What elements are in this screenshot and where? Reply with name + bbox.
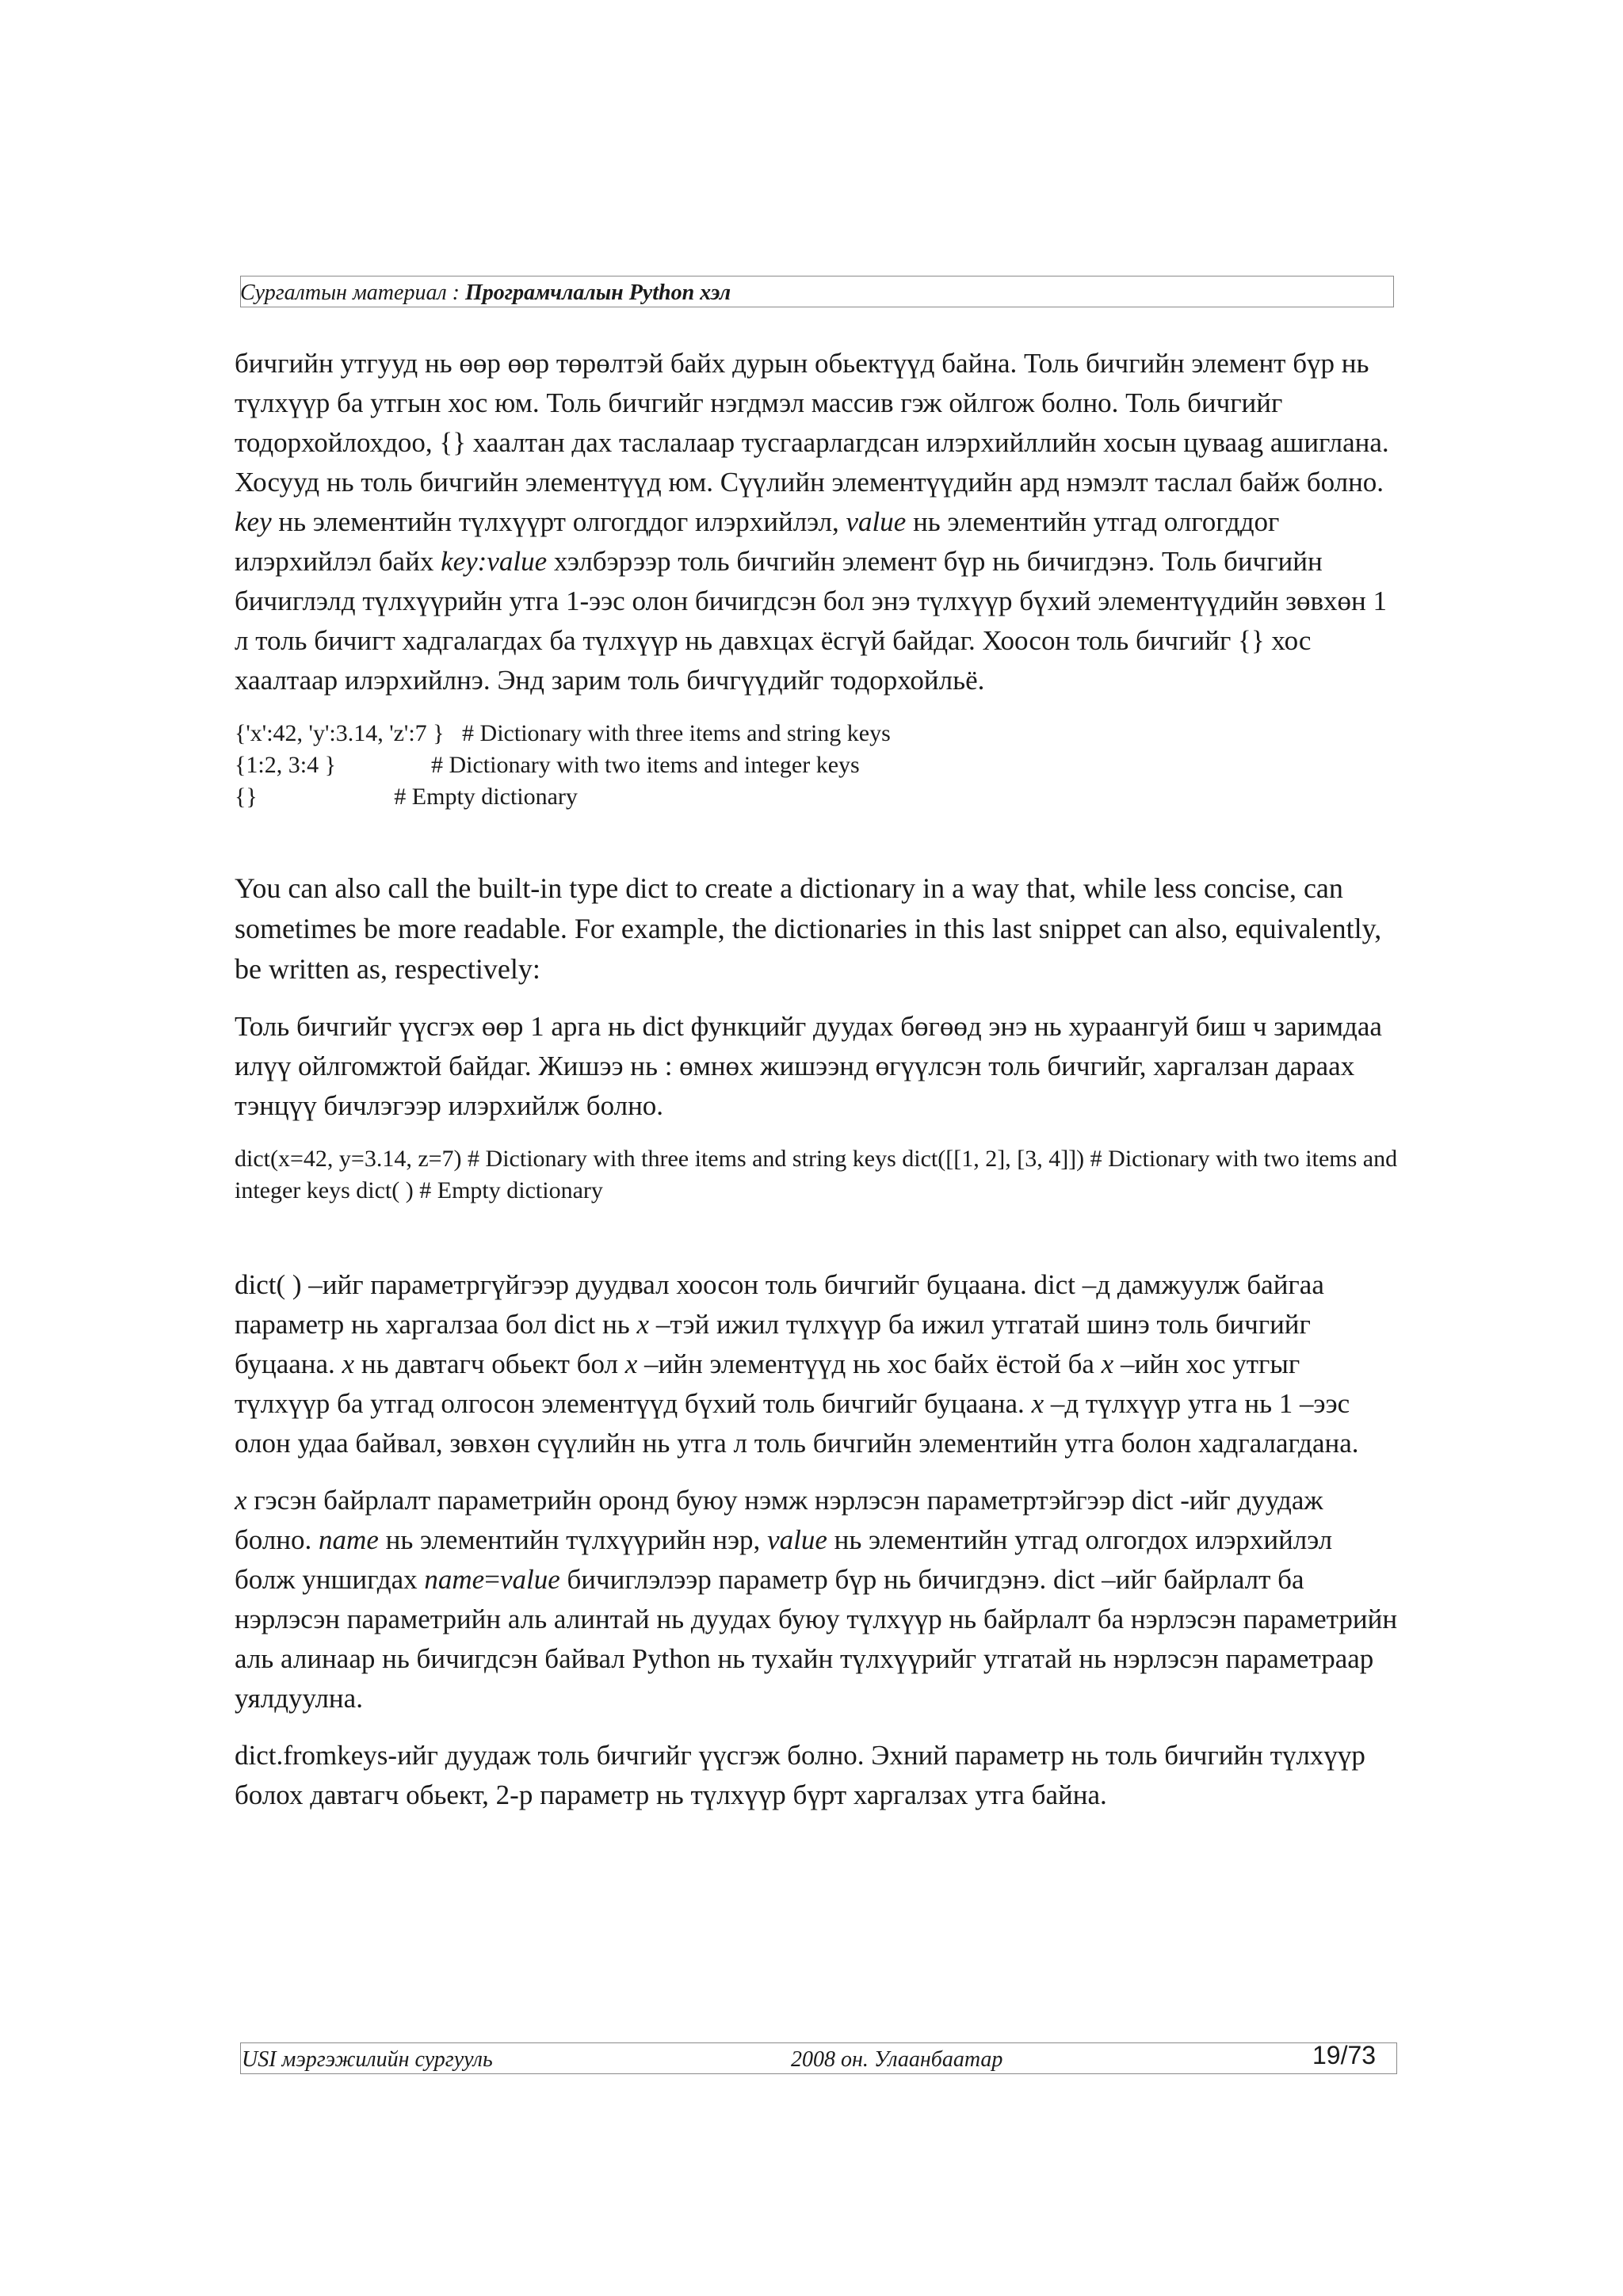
code-example-literals (235, 718, 1400, 813)
term-key-value: key:value (441, 546, 548, 577)
paragraph-dict-params: dict( ) –ийг параметргүйгээр дуудвал хоосон толь бичгийг буцаана. dict –д дамжуулж байгаа параметр нь харгалзаа бол dict нь x –тэй ижил түлхүүр ба ижил утгатай шинэ толь бичгийг буцаана. x нь давтагч обьект бол x –ийн элементүүд нь хос байх ёстой ба x –ийн хос утгыг түлхүүр ба утгад олгосон элементүүд бүхий толь бичгийг буцаана. x –д түлхүүр утга нь 1 –ээс олон удаа байвал, зөвхөн сүүлийн нь утга л толь бичгийн элементийн утга болон хадгалагдана. (235, 1269, 1359, 1459)
paragraph-english: You can also call the built-in type dict to create a dictionary in a way that, while less concise, can sometimes be more readable. For example, the dictionaries in this last snippet can also, equivalently, be written as, respectively: (235, 872, 1382, 985)
paragraph-fromkeys: dict.fromkeys-ийг дуудаж толь бичгийг үүсгэж болно. Эхний параметр нь толь бичгийн түлхүүр болох давтагч обьект, 2-р параметр нь түлхүүр бүрт харгалзах утга байна. (235, 1740, 1365, 1810)
paragraph-named-params: x гэсэн байрлалт параметрийн оронд буюу нэмж нэрлэсэн параметртэйгээр dict -ийг дуудаж болно. name нь элементийн түлхүүрийн нэр, value нь элементийн утгад олгогдох илэрхийлэл болж уншигдах name=value бичиглэлээр параметр бүр нь бичигдэнэ. dict –ийг байрлалт ба нэрлэсэн параметрийн аль алинтай нь дуудах буюу түлхүүр нь байрлалт ба нэрлэсэн параметрийн аль алинаар нь бичигдсэн байвал Python нь тухайн түлхүүрийг утгатай нь нэрлэсэн параметраар уялдуулна. (235, 1485, 1398, 1714)
term-key: key (235, 506, 272, 537)
code-example-dict-calls: dict(x=42, y=3.14, z=7) # Dictionary with three items and string keys dict([[1, 2], [3, 4]]) # Dictionary with two items and integer keys dict( ) # Empty dictionary (235, 1146, 1398, 1203)
page-header (240, 280, 731, 306)
code-line: {} # Empty dictionary (235, 784, 578, 810)
header-title: Програмчлалын Python хэл (465, 280, 731, 305)
footer-school: USI мэргэжилийн сургууль (242, 2047, 493, 2072)
term-value: value (846, 506, 907, 537)
footer-year-city: 2008 он. Улаанбаатар (791, 2047, 1003, 2072)
code-line: {'x':42, 'y':3.14, 'z':7 } # Dictionary with three items and string keys (235, 720, 891, 746)
header-label: Сургалтын материал : (240, 280, 465, 305)
paragraph-dict-intro: бичгийн утгууд нь өөр өөр төрөлтэй байх дурын обьектүүд байна. Толь бичгийн элемент бүр нь түлхүүр ба утгын хос юм. Толь бичгийг нэгдмэл массив гэж ойлгож болно. Толь бичгийг тодорхойлохдоо, {} хаалтан дах таслалаар тусгаарлагдсан илэрхийллийн хосын цуваag ашиглана. Хосууд нь толь бичгийн элементүүд юм. Сүүлийн элементүүдийн ард нэмэлт таслал байж болно. key нь элементийн түлхүүрт олгогддог илэрхийлэл, value нь элементийн утгад олгогддог илэрхийлэл байх key:value хэлбэрээр толь бичгийн элемент бүр нь бичигдэнэ. Толь бичгийн бичиглэлд түлхүүрийн утга 1-ээс олон бичигдсэн бол энэ түлхүүр бүхий элементүүдийн зөвхөн 1 л толь бичигт хадгалагдах ба түлхүүр нь давхцах ёсгүй байдаг. Хоосон толь бичгийг {} хос хаалтаар илэрхийлнэ. Энд зарим толь бичгүүдийг тодорхойльё. (235, 348, 1389, 696)
page-number: 19/73 (1312, 2041, 1377, 2069)
page-body (235, 344, 1400, 1833)
paragraph-dict-function: Толь бичгийг үүсгэх өөр 1 арга нь dict функцийг дуудах бөгөөд энэ нь хураангуй биш ч заримдаа илүү ойлгомжтой байдаг. Жишээ нь : өмнөх жишээнд өгүүлсэн толь бичгийг, харгалзан дараах тэнцүү бичлэгээр илэрхийлж болно. (235, 1011, 1382, 1121)
code-line: {1:2, 3:4 } # Dictionary with two items and integer keys (235, 752, 860, 778)
